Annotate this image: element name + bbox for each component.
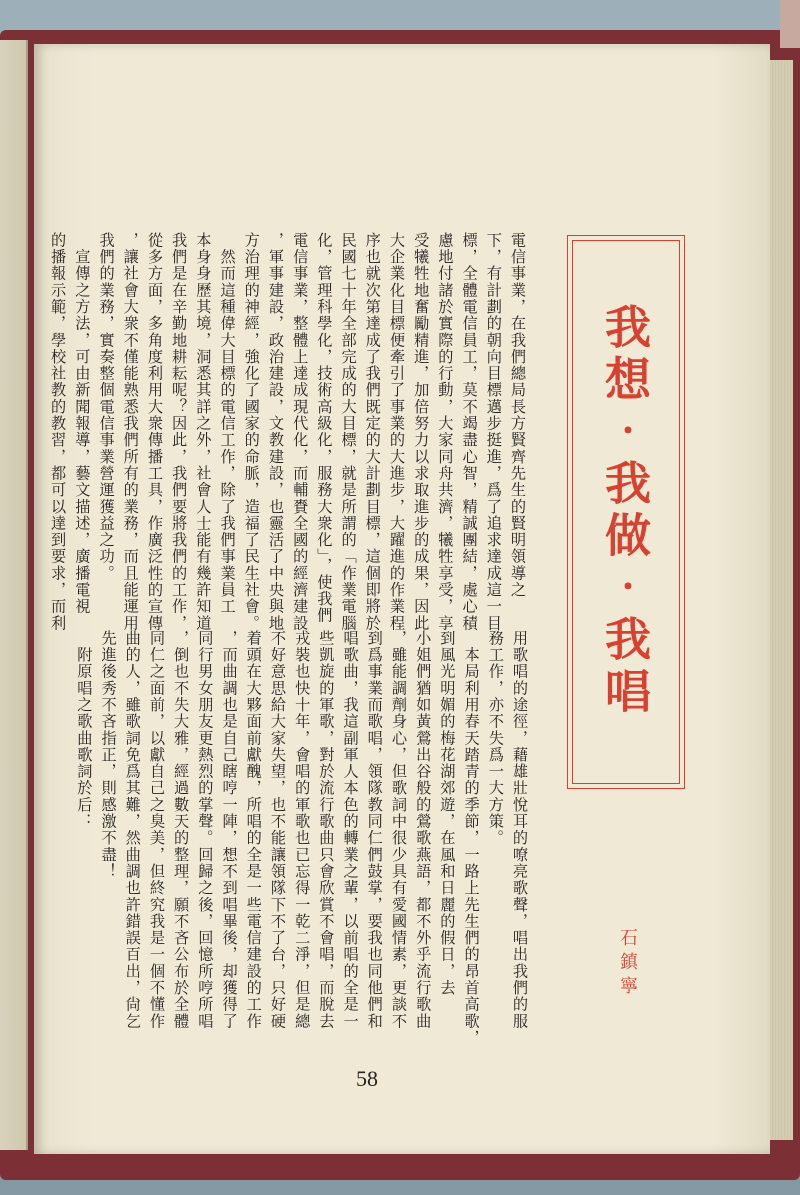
text-column: 本局利用春天踏青的季節，一路上先生們的昂首高歌，: [462, 630, 481, 1047]
text-column: ，雖能調劑身心，但歌詞中很少具有愛國情素，更談不: [389, 630, 408, 1030]
page-tab-strip: [780, 0, 800, 48]
text-column: ，倒也不失大雅，經過數天的整理，願不吝公布於全體: [172, 630, 191, 1030]
text-column: 唱歌曲，我這副軍人本色的轉業之輩，以前唱的全是一: [341, 630, 360, 1030]
text-column: 宣傳之方法，可由新聞報導，藝文描述，廣播電視: [73, 232, 92, 615]
text-column: 到爲事業而歌唱，領隊教同仁們鼓掌，要我也同他們和: [365, 630, 384, 1030]
text-column: 附原唱之歌曲歌詞於后：: [75, 630, 94, 830]
text-column: 慮地付諸於實際的行動，大家同舟共濟，犧牲享受，享: [436, 232, 455, 632]
text-column: 同行男女朋友更熱烈的掌聲。回歸之後，回憶所哼所唱: [196, 630, 215, 1030]
text-column: 標，全體電信員工，莫不竭盡心智，精誠團結，處心積: [460, 232, 479, 632]
text-column: 方治理的神經，強化了國家的命脈，造福了民生社會。: [242, 232, 261, 632]
upper-text-block: [46, 232, 530, 632]
text-column: 的播報示範，學校社教的教習，都可以達到要求，而利: [49, 232, 68, 632]
left-page-edge: [0, 40, 28, 1150]
text-column: ，而曲調也是自己瞎哼一陣，想不到唱畢後，却獲得了: [220, 630, 239, 1030]
text-column: 戎裝也快十年，會唱的軍歌也已忘得一乾二淨，但是總: [293, 630, 312, 1030]
text-column: 用歌唱的途徑，藉雄壯悅耳的嘹亮歌聲，唱出我們的服: [511, 630, 529, 1030]
text-column: ，讓社會大衆不僅能熟悉我們所有的業務，而且能運用: [121, 232, 140, 632]
text-column: 些凱旋的軍歌，對於流行歌曲只會欣賞不會唱，而脫去: [317, 630, 336, 1030]
text-column: 從多方面，多角度利用大衆傳播工具，作廣泛性的宣傳: [145, 232, 164, 632]
text-column: 電信事業，在我們總局長方賢齊先生的賢明領導之: [509, 232, 527, 599]
text-column: 民國七十年全部完成的大目標，就是所謂的「作業電腦: [339, 232, 358, 632]
text-column: 着頭在大夥面前獻醜，所唱的全是一些電信建設的工作: [244, 630, 263, 1030]
text-column: 然而這種偉大目標的電信工作，除了我們事業員工: [218, 232, 237, 615]
text-column: 化，管理科學化，技術高級化，服務大衆化」，使我們: [315, 232, 334, 624]
text-column: 我們的業務，實奏整個電信事業營運獲益之功。: [97, 232, 116, 582]
text-column: 下，有計劃的朝向目標邁步挺進，爲了追求達成這一目: [484, 232, 503, 632]
text-column: 受犧牲地奮勵精進，加倍努力以求取進步的成果，因此: [412, 232, 431, 632]
page-number: 58: [356, 1066, 378, 1091]
text-column: 同仁之面前，以獻自己之臭美，但終究我是一個不懂作: [147, 630, 166, 1030]
article-author: 石鎮寧: [617, 928, 638, 1000]
text-column: 到風光明媚的梅花湖郊遊，在風和日麗的假日，去: [438, 630, 457, 997]
text-column: 務工作，亦不失爲一大方策。: [486, 630, 505, 847]
text-column: 先進後秀不吝指正，則感激不盡！: [99, 630, 118, 880]
text-column: 電信事業，整體上達成現代化，而輔賚全國的經濟建設: [291, 232, 310, 632]
text-column: 我們是在辛勤地耕耘呢？因此，我們要將我們的工作，: [170, 232, 189, 632]
text-column: 序也就次第達成了我們既定的大計劃目標，這個即將於: [363, 232, 382, 632]
text-column: 本身身歷其境，洞悉其詳之外，社會人士能有幾許知道: [194, 232, 213, 632]
text-column: 大企業化目標便牽引了事業的大進步，大躍進的作業程: [387, 232, 406, 632]
text-column: ，軍事建設，政治建設，文教建設，也靈活了中央與地: [266, 232, 285, 632]
text-column: 曲的人，雖歌詞免爲其難，然曲調也許錯誤百出，尙乞: [123, 630, 142, 1030]
article-title: 我想‧我做‧我唱: [598, 303, 652, 719]
text-column: 小姐們猶如黃鶯出谷般的鶯歌燕語，都不外乎流行歌曲: [414, 630, 433, 1030]
lower-text-block: [72, 630, 532, 1060]
text-column: 不好意思給大家失望，也不能讓領隊下不了台，只好硬: [268, 630, 287, 1030]
